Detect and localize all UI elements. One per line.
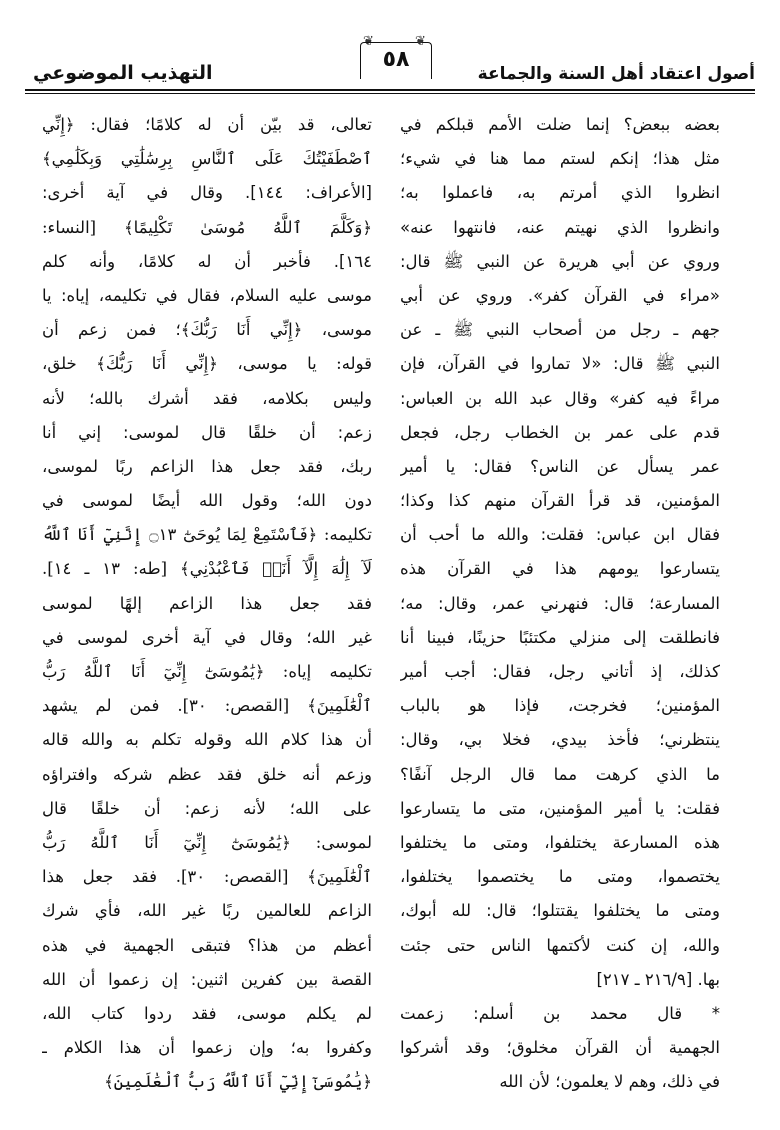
text-line: فانطلقت إلى منزلي مكتئبًا حزينًا، فبينا أنا xyxy=(400,627,720,647)
text-line: جهم ـ رجل من أصحاب النبي ﷺ ـ عن xyxy=(400,320,720,340)
text-line: على الله؛ لأنه زعم: أن خلقًا قال xyxy=(42,798,372,818)
text-line: ٱلْعَٰلَمِينَ﴾ [القصص: ٣٠]. فمن لم يشهد xyxy=(42,696,372,716)
text-line: * قال محمد بن أسلم: زعمت xyxy=(400,1003,720,1023)
text-line: في ذلك، وهم لا يعلمون؛ لأن الله xyxy=(499,1072,720,1092)
text-line: تكليمه: ﴿فَٱسْتَمِعْ لِمَا يُوحَىٰٓ ۝١٣ إِنَّنِيٓ أَنَا ٱللَّهُ xyxy=(42,525,372,545)
text-line: كذلك، إذ أتاني رجل، فقال: أجب أمير xyxy=(400,662,720,681)
ornament-icon: ❦ xyxy=(415,34,426,49)
text-line: [الأعراف: ١٤٤]. وقال في آية أخرى: xyxy=(42,183,372,203)
text-line: عمر يسأل عن الناس؟ فقال: يا أمير xyxy=(400,456,720,476)
text-line: ﴿يَٰمُوسَىٰٓ إِنِّيٓ أَنَا ٱللَّهُ رَبُّ ٱلْعَٰلَمِينَ﴾ xyxy=(104,1072,372,1092)
text-line: أعظم من هذا؟ فتبقى الجهمية في هذه xyxy=(42,935,372,955)
text-line: أن هذا كلام الله وقوله تكلم به والله قاله xyxy=(42,730,372,750)
book-title: أصول اعتقاد أهل السنة والجماعة xyxy=(477,64,755,84)
text-line: قوله: يا موسى، ﴿إِنِّي أَنَا رَبُّكَ﴾ خلق، xyxy=(42,354,372,374)
index-title: التهذيب الموضوعي xyxy=(33,62,213,84)
text-line: هذه المسارعة يختلفوا، ومتى ما يختلفوا xyxy=(400,832,720,852)
text-line: موسى عليه السلام، فقال في تكليمه، إياه: يا xyxy=(42,285,372,305)
text-line: موسى، ﴿إِنِّي أَنَا رَبُّكَ﴾؛ فمن زعم أن xyxy=(42,320,372,340)
text-line: فقد جعل هذا الزاعم إلهًا لموسى xyxy=(42,593,372,613)
text-line: المسارعة؛ قال: فنهرني عمر، وقال: مه؛ xyxy=(400,593,720,613)
text-line: ربك، فقد جعل هذا الزاعم ربًا لموسى، xyxy=(42,456,372,476)
text-line: ومتى ما يختلفوا يقتتلوا؛ قال: لله أبوك، xyxy=(400,901,720,921)
text-line: ١٦٤]. فأخبر أن له كلامًا، وأنه كلم xyxy=(42,251,372,271)
ornament-icon: ❦ xyxy=(363,34,374,49)
text-line: ﴿وَكَلَّمَ ٱللَّهُ مُوسَىٰ تَكْلِيمًا﴾ [النساء: xyxy=(42,217,372,237)
text-line: مثل هذا؛ إنكم لستم مما هنا في شيء؛ xyxy=(400,149,720,169)
page-header xyxy=(25,34,755,90)
header-rule-thin xyxy=(25,93,755,94)
text-line: يختصموا، ومتى ما يختصموا يختلفوا، xyxy=(400,867,720,887)
text-line: ما الذي كرهت مما قال الرجل آنفًا؟ xyxy=(400,764,720,784)
text-line: «مراء في القرآن كفر». وروي عن أبي xyxy=(400,285,720,305)
text-line: لم يكلم موسى، فقد ردوا كتاب الله، xyxy=(42,1003,372,1023)
text-line: المؤمنين، قد قرأ القرآن منهم كذا وكذا؛ xyxy=(400,491,720,511)
text-line: بعضه ببعض؟ إنما ضلت الأمم قبلكم في xyxy=(400,115,720,134)
text-line: وروي عن أبي هريرة عن النبي ﷺ قال: xyxy=(400,251,720,271)
text-line: المؤمنين؛ فخرجت، فإذا هو بالباب xyxy=(400,696,720,716)
text-line: انظروا الذي أمرتم به، فاعملوا به؛ xyxy=(400,183,720,203)
page-number: ٥٨ xyxy=(360,42,432,79)
text-line: دون الله؛ وقول الله أيضًا لموسى في xyxy=(42,491,372,511)
text-line: لموسى: ﴿يَٰمُوسَىٰٓ إِنِّيٓ أَنَا ٱللَّهُ رَبُّ xyxy=(42,832,372,852)
text-line: وكفروا به؛ وإن زعموا أن هذا الكلام ـ xyxy=(42,1038,372,1058)
text-line: وزعم أنه خلق فقد عظم شركه وافتراؤه xyxy=(42,764,372,784)
text-line: ٱصْطَفَيْتُكَ عَلَى ٱلنَّاسِ بِرِسَٰلَٰتِي وَبِكَلَٰمِي﴾ xyxy=(42,149,372,169)
text-line: لَآ إِلَٰهَ إِلَّآ أَنَا۠ فَٱعْبُدْنِي﴾ [طه: ١٣ ـ ١٤]. xyxy=(42,559,372,579)
text-line: زعم: أن خلقًا قال لموسى: إني أنا xyxy=(42,422,372,442)
text-line: فقلت: يا أمير المؤمنين، متى ما يتسارعوا xyxy=(400,798,720,818)
text-line: النبي ﷺ قال: «لا تماروا في القرآن، فإن xyxy=(400,354,720,374)
text-line: وليس بكلامه، فقد أشرك بالله؛ لأنه xyxy=(42,388,372,408)
right-column xyxy=(400,108,720,1099)
text-line: الزاعم للعالمين ربًا غير الله، فأي شرك xyxy=(42,901,372,921)
text-line: الجهمية أن القرآن مخلوق؛ وقد أشركوا xyxy=(400,1038,720,1058)
left-column xyxy=(42,108,372,1099)
text-line: ينتظرني؛ فأخذ بيدي، فخلا بي، وقال: xyxy=(400,730,720,750)
text-line: تعالى، قد بيّن أن له كلامًا؛ فقال: ﴿إِنِّي xyxy=(42,115,372,134)
text-line: غير الله؛ وقال في آية أخرى لموسى في xyxy=(42,627,372,647)
text-line: تكليمه إياه: ﴿يَٰمُوسَىٰٓ إِنِّيٓ أَنَا ٱللَّهُ رَبُّ xyxy=(42,662,372,681)
text-line: قدم على عمر بن الخطاب رجل، فجعل xyxy=(400,422,720,442)
text-line: فقال ابن عباس: فقلت: والله ما أحب أن xyxy=(400,525,720,545)
text-line: والله، إن كنت لأكتمها الناس حتى جئت xyxy=(400,935,720,955)
header-rule xyxy=(25,89,755,91)
text-line: ٱلْعَٰلَمِينَ﴾ [القصص: ٣٠]. فقد جعل هذا xyxy=(42,867,372,887)
text-line: القصة بين كفرين اثنين: إن زعموا أن الله xyxy=(42,969,372,989)
text-line: وانظروا الذي نهيتم عنه، فانتهوا عنه» xyxy=(400,217,720,237)
text-line: مراءً فيه كفر» وقال عبد الله بن العباس: xyxy=(400,388,720,408)
text-line: يتسارعوا يومهم هذا في القرآن هذه xyxy=(400,559,720,579)
text-line: بها. [٢١٦/٩ ـ ٢١٧] xyxy=(596,969,720,989)
